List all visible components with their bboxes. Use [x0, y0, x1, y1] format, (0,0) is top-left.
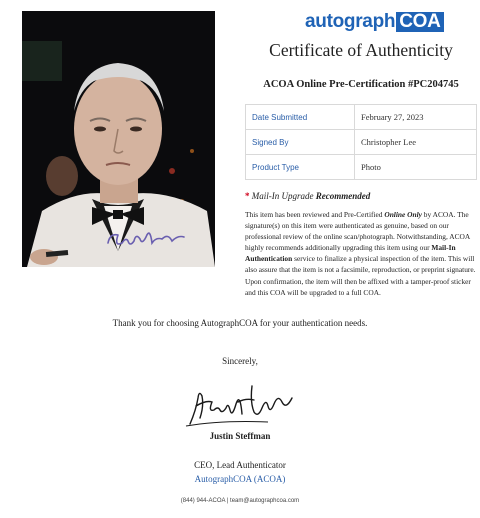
body-text-part: service to finalize a physical inspection of the item. This will also assure that the item is not a facsimile, reproduction, or preprint signature. Upon confirmation, the item will then be affixed with a tamper-proof sticker and this COA will be upgraded to a full COA.	[245, 254, 476, 297]
logo-text-autograph: autograph	[305, 11, 396, 32]
signer-role: CEO, Lead Authenticator	[194, 460, 286, 470]
table-row	[246, 155, 477, 180]
info-label: Signed By	[246, 130, 355, 155]
asterisk-icon: *	[245, 191, 250, 201]
info-value: Photo	[355, 155, 477, 180]
sincerely-line: Sincerely,	[222, 356, 258, 366]
info-label: Product Type	[246, 155, 355, 180]
table-row	[246, 130, 477, 155]
certificate-info-table	[245, 104, 477, 180]
autographcoa-logo	[305, 11, 444, 33]
body-text-part: by ACOA. The signature(s) on this item were authenticated as genuine, based on our professional review of the online scan/photograph. Notwithstanding, ACOA highly recommends additionally upgrading this item using our	[245, 210, 470, 253]
info-label: Date Submitted	[246, 105, 355, 130]
mail-in-upgrade-heading	[245, 191, 370, 201]
body-text-part: This item has been reviewed and Pre-Certified	[245, 210, 385, 219]
logo-text-coa: COA	[396, 12, 443, 32]
info-value: Christopher Lee	[355, 130, 477, 155]
thank-you-line: Thank you for choosing AutographCOA for your authentication needs.	[112, 318, 368, 328]
signed-photo	[22, 11, 215, 267]
info-value: February 27, 2023	[355, 105, 477, 130]
table-row	[246, 105, 477, 130]
online-only-emphasis: Online Only	[384, 210, 422, 219]
signer-name: Justin Steffman	[209, 431, 271, 441]
contact-info: (844) 944-ACOA | team@autographcoa.com	[180, 498, 300, 504]
signer-organization: AutographCOA (ACOA)	[194, 474, 286, 484]
authentication-body-text	[245, 209, 477, 298]
signature-image	[182, 380, 298, 435]
certificate-title: Certificate of Authenticity	[269, 40, 453, 60]
mail-in-label: Mail-In Upgrade	[251, 191, 314, 201]
mail-in-authentication-emphasis: Mail-In Authentication	[245, 243, 456, 264]
pre-certification-number: ACOA Online Pre-Certification #PC204745	[263, 79, 459, 90]
mail-in-emphasis: Recommended	[315, 191, 371, 201]
